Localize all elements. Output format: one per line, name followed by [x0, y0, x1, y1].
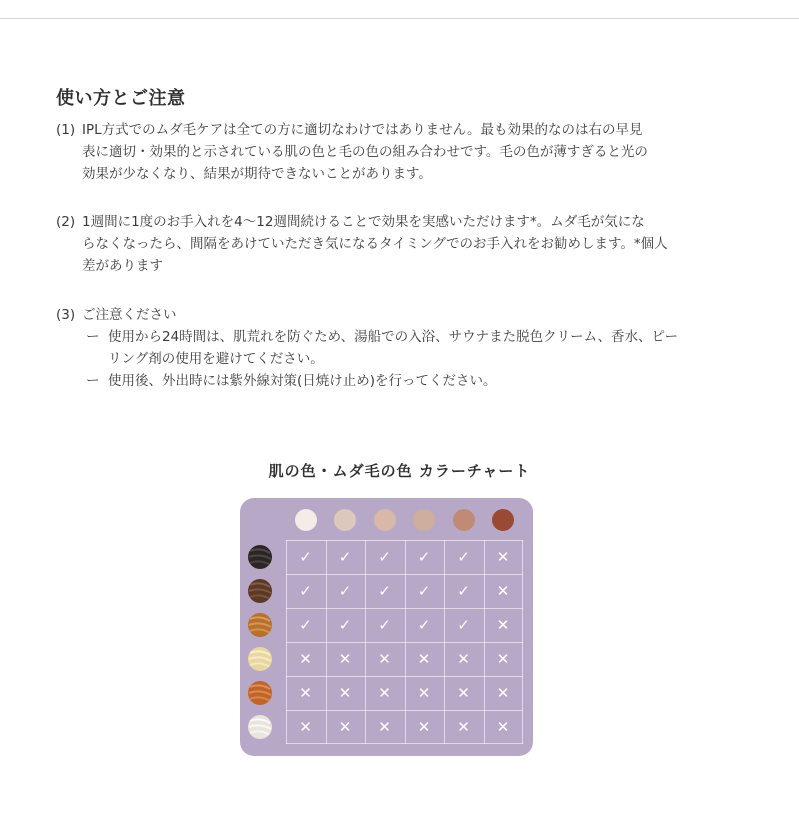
check-icon: ✓ — [417, 548, 431, 566]
note-line: 差があります — [82, 258, 163, 274]
black-hair-swatch — [248, 545, 272, 569]
cross-icon: ✕ — [378, 718, 391, 736]
note-line: 表に適切・効果的と示されている肌の色と毛の色の組み合わせです。毛の色が薄すぎると光の — [82, 144, 648, 160]
skin-tone-swatch — [374, 509, 396, 531]
cross-icon: ✕ — [417, 718, 431, 736]
note-item-3 — [56, 304, 756, 392]
skin-tone-swatch — [334, 509, 356, 531]
check-icon: ✓ — [417, 582, 431, 600]
cross-icon: ✕ — [457, 718, 470, 736]
note-line: らなくなったら、間隔をあけていただき気になるタイミングでのお手入れをお勧めします。*個人 — [82, 236, 668, 252]
check-icon: ✓ — [338, 616, 352, 634]
caution-bullet-1 — [82, 326, 756, 348]
check-icon: ✓ — [378, 616, 391, 634]
dash: ー — [86, 373, 100, 389]
note-line: 効果が少なくなり、結果が期待できないことがあります。 — [82, 166, 432, 182]
check-icon: ✓ — [299, 582, 312, 600]
cross-icon: ✕ — [299, 718, 312, 736]
dark-brown-hair-swatch — [248, 579, 272, 603]
note-number: (3) — [56, 307, 76, 323]
cross-icon: ✕ — [496, 650, 510, 668]
bullet-line: 使用後、外出時には紫外線対策(日焼け止め)を行ってください。 — [108, 373, 497, 389]
cross-icon: ✕ — [496, 684, 510, 702]
check-icon: ✓ — [338, 582, 352, 600]
color-chart-panel — [240, 498, 533, 756]
bullet-continuation: リング剤の使用を避けてください。 — [108, 351, 324, 367]
cross-icon: ✕ — [417, 684, 431, 702]
cross-icon: ✕ — [496, 548, 510, 566]
note-number: (2) — [56, 214, 76, 230]
skin-tone-swatch — [453, 509, 475, 531]
cross-icon: ✕ — [299, 684, 312, 702]
skin-tone-swatch — [413, 509, 435, 531]
check-icon: ✓ — [457, 548, 470, 566]
red-hair-swatch — [248, 681, 272, 705]
check-icon: ✓ — [457, 582, 470, 600]
cross-icon: ✕ — [417, 650, 431, 668]
check-icon: ✓ — [417, 616, 431, 634]
cross-icon: ✕ — [496, 582, 510, 600]
skin-tone-swatch — [492, 509, 514, 531]
note-line: ご注意ください — [82, 307, 177, 323]
cross-icon: ✕ — [338, 684, 352, 702]
blonde-hair-swatch — [248, 647, 272, 671]
cross-icon: ✕ — [338, 650, 352, 668]
cross-icon: ✕ — [457, 650, 470, 668]
cross-icon: ✕ — [496, 718, 510, 736]
cross-icon: ✕ — [338, 718, 352, 736]
cross-icon: ✕ — [496, 616, 510, 634]
note-line: 1週間に1度のお手入れを4〜12週間続けることで効果を実感いただけます*。ムダ毛が気にな — [82, 214, 645, 230]
skin-tone-swatch — [295, 509, 317, 531]
compatibility-grid — [286, 540, 523, 744]
check-icon: ✓ — [378, 582, 391, 600]
check-icon: ✓ — [457, 616, 470, 634]
cross-icon: ✕ — [378, 684, 391, 702]
note-number: (1) — [56, 122, 76, 138]
check-icon: ✓ — [378, 548, 391, 566]
page-title: 使い方とご注意 — [56, 88, 186, 109]
dash: ー — [86, 329, 100, 345]
note-item-2 — [56, 211, 756, 277]
top-divider — [0, 18, 799, 19]
cross-icon: ✕ — [378, 650, 391, 668]
note-item-1 — [56, 119, 756, 185]
light-brown-hair-swatch — [248, 613, 272, 637]
cross-icon: ✕ — [457, 684, 470, 702]
chart-title: 肌の色・ムダ毛の色 カラーチャート — [268, 462, 531, 480]
check-icon: ✓ — [299, 548, 312, 566]
caution-bullet-2 — [82, 370, 756, 392]
check-icon: ✓ — [299, 616, 312, 634]
check-icon: ✓ — [338, 548, 352, 566]
note-line: IPL方式でのムダ毛ケアは全ての方に適切なわけではありません。最も効果的なのは右の早見 — [82, 122, 643, 138]
white-hair-swatch — [248, 715, 272, 739]
bullet-line: 使用から24時間は、肌荒れを防ぐため、湯船での入浴、サウナまた脱色クリーム、香水、ピー — [108, 329, 679, 345]
cross-icon: ✕ — [299, 650, 312, 668]
